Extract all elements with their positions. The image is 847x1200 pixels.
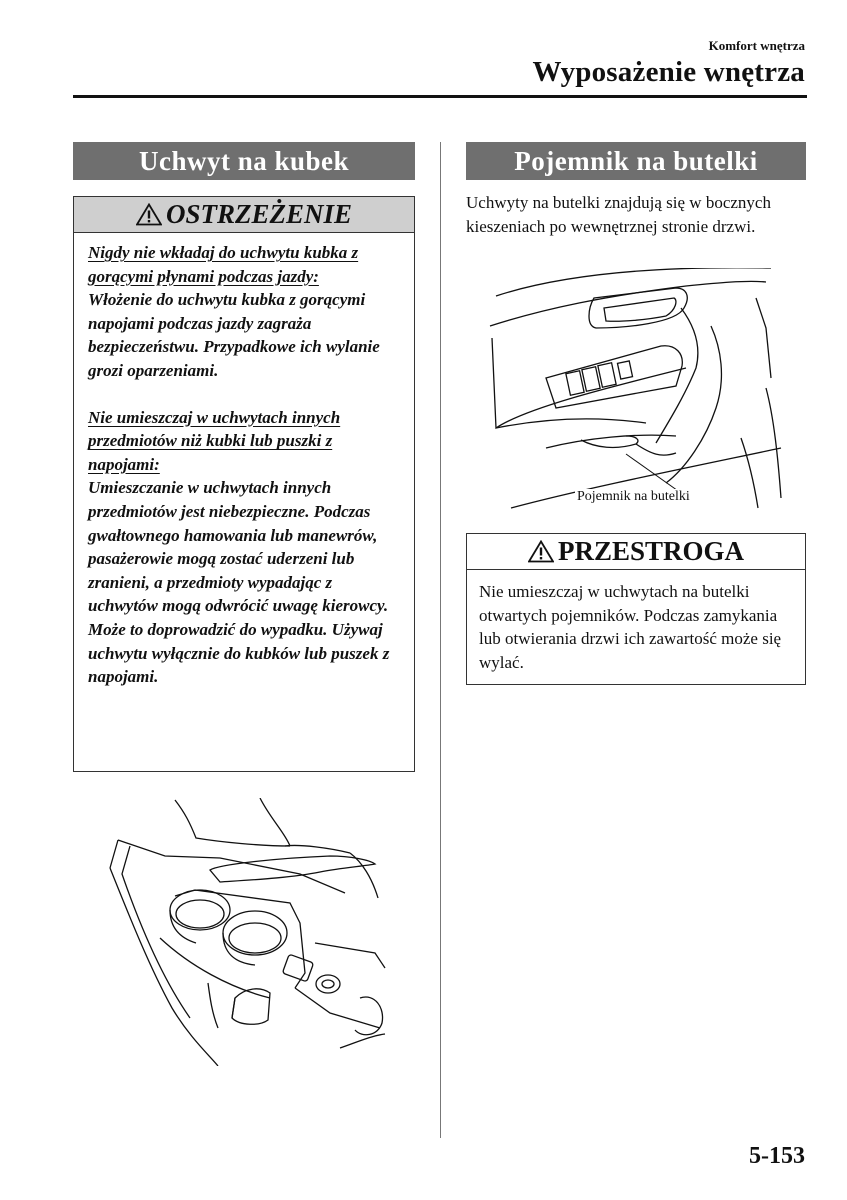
bottle-holder-caption: Pojemnik na butelki (577, 489, 690, 504)
warning-body (74, 233, 414, 689)
caution-header (467, 534, 805, 570)
warning-triangle-icon (136, 203, 162, 226)
warning-box (73, 196, 415, 772)
page-title: Wyposażenie wnętrza (532, 56, 805, 88)
warning-title: OSTRZEŻENIE (165, 199, 353, 229)
column-divider (440, 142, 441, 1138)
warning-p2-head: Nie umieszczaj w uchwytach innych przedmiotów niż kubki lub puszki z napojami: (88, 407, 341, 474)
header-section: Komfort wnętrza (708, 38, 805, 53)
bottle-holder-intro: Uchwyty na butelki znajdują się w bocznych kieszeniach po wewnętrznej stronie drzwi. (466, 193, 771, 236)
caution-box (466, 533, 806, 685)
caution-triangle-icon (528, 540, 554, 563)
warning-header (74, 197, 414, 233)
cup-holder-illustration (100, 798, 390, 1066)
caution-body: Nie umieszczaj w uchwytach na butelki otwartych pojemników. Podczas zamykania lub otwierania drzwi ich zawartość może się wylać. (479, 582, 782, 672)
header-rule (73, 95, 807, 98)
caution-title: PRZESTROGA (557, 536, 745, 566)
page-number: 5-153 (749, 1143, 805, 1169)
cup-holder-heading: Uchwyt na kubek (73, 142, 415, 180)
bottle-holder-heading: Pojemnik na butelki (466, 142, 806, 180)
door-pocket-illustration (486, 268, 786, 513)
warning-p1-body: Włożenie do uchwytu kubka z gorącymi napojami podczas jazdy zagraża bezpieczeństwu. Przypadkowe ich wylanie grozi oparzeniami. (88, 290, 380, 380)
warning-p2-body: Umieszczanie w uchwytach innych przedmiotów jest niebezpieczne. Podczas gwałtownego hamowania lub manewrów, pasażerowie mogą zostać uderzeni lub zranieni, a przedmioty wypadając z uchwytów mogą odwrócić uwagę kierowcy. Może to doprowadzić do wypadku. Używaj uchwytu wyłącznie do kubków lub puszek z napojami. (88, 478, 390, 687)
warning-p1-head: Nigdy nie wkładaj do uchwytu kubka z gorącymi płynami podczas jazdy: (88, 243, 359, 286)
